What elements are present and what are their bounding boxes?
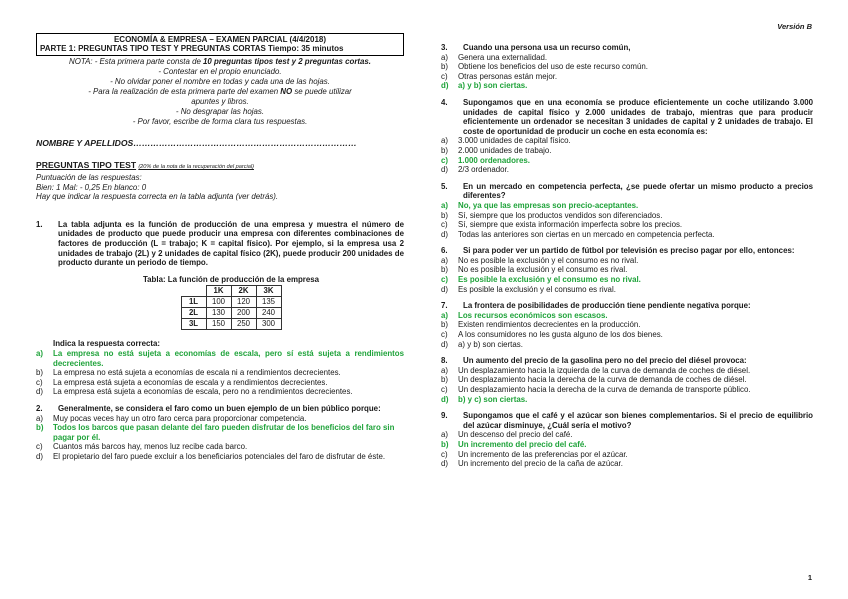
table-row — [181, 297, 281, 308]
option-c[interactable]: c) Cuantos más barcos hay, menos luz recibe cada barco. — [36, 442, 248, 452]
option-d[interactable]: d) Es posible la exclusión y el consumo es rival. — [441, 284, 616, 294]
option-a[interactable]: a) Muy pocas veces hay un otro faro cerca para proporcionar competencia. — [36, 413, 307, 423]
page-number: 1 — [807, 573, 812, 582]
question-text: La tabla adjunta es la función de producción de una empresa y muestra el número de unidades de producto que puede producir una empresa con diferentes combinaciones de factores de producción (L = trabajo; K = capital físico). Por ejemplo, si la empresa usa 2 unidades de trabajo (2L) y 2 unidades de capital físico (2K), puede producir 200 unidades de producto durante un periodo de tiempo. — [58, 219, 404, 268]
table-cell: 135 — [256, 297, 281, 308]
question-number: 9. — [441, 411, 448, 421]
test-section — [36, 161, 404, 201]
option-a[interactable]: a) 3.000 unidades de capital físico. — [441, 136, 571, 146]
note-5: - No desgrapar las hojas. — [175, 106, 265, 116]
option-a[interactable]: a) Un descenso del precio del café. — [441, 430, 573, 440]
table-row — [181, 319, 281, 330]
version-label: Versión B — [777, 22, 812, 31]
table-cell: 100 — [206, 297, 231, 308]
option-a[interactable]: a) La empresa no está sujeta a economías de escala, pero sí está sujeta a rendimientos decrecientes. — [36, 348, 404, 368]
table-col-header: 2K — [231, 286, 256, 297]
question-number: 4. — [441, 97, 448, 107]
table-cell: 130 — [206, 308, 231, 319]
option-b[interactable]: b) Obtiene los beneficios del uso de este recurso común. — [441, 62, 648, 72]
option-d[interactable]: d) La empresa está sujeta a economías de escala, pero no a rendimientos decrecientes. — [36, 387, 353, 397]
option-d[interactable]: d) b) y c) son ciertas. — [441, 394, 528, 404]
question-number: 1. — [36, 219, 43, 229]
option-a[interactable]: a) No es posible la exclusión y el consumo es no rival. — [441, 255, 639, 265]
option-d[interactable]: d) a) y b) son ciertas. — [441, 339, 523, 349]
question-9 — [441, 411, 813, 469]
question-1 — [36, 220, 404, 397]
question-text: La frontera de posibilidades de producción tiene pendiente negativa porque: — [463, 301, 751, 311]
note-4-cont: apuntes y libros. — [191, 96, 249, 106]
table-cell: 120 — [231, 297, 256, 308]
option-b[interactable]: b) Un incremento del precio del café. — [441, 439, 587, 449]
answer-instruction: Hay que indicar la respuesta correcta en la tabla adjunta (ver detrás). — [36, 192, 279, 202]
question-number: 5. — [441, 181, 448, 191]
option-b[interactable]: b) 2.000 unidades de trabajo. — [441, 145, 552, 155]
notes — [36, 57, 404, 127]
option-d[interactable]: d) El propietario del faro puede excluir a los beneficiarios potenciales del faro de disfrutar de éste. — [36, 451, 386, 461]
question-text: Generalmente, se considera el faro como un buen ejemplo de un bien público porque: — [58, 403, 381, 413]
exam-header — [36, 33, 404, 56]
scoring-values: Bien: 1 Mal: - 0,25 En blanco: 0 — [36, 182, 147, 192]
note-3: - No olvidar poner el nombre en todas y cada una de las hojas. — [110, 76, 330, 86]
note-6: - Por favor, escribe de forma clara tus respuestas. — [132, 116, 308, 126]
option-c[interactable]: c) Sí, siempre que exista información imperfecta sobre los precios. — [441, 220, 683, 230]
table-row-header: 3L — [181, 319, 206, 330]
option-c[interactable]: c) 1.000 ordenadores. — [441, 155, 530, 165]
table-row-header: 1L — [181, 297, 206, 308]
test-title-note: (20% de la nota de la recuperación del parcial) — [138, 164, 254, 171]
question-8 — [441, 356, 813, 404]
option-b[interactable]: b) No es posible la exclusión y el consumo es rival. — [441, 265, 628, 275]
question-2 — [36, 404, 404, 462]
option-d[interactable]: d) 2/3 ordenador. — [441, 165, 509, 175]
option-d[interactable]: d) Un incremento del precio de la caña de azúcar. — [441, 459, 623, 469]
test-title-row — [36, 161, 404, 173]
question-text: Un aumento del precio de la gasolina pero no del precio del diésel provoca: — [463, 356, 747, 366]
option-b[interactable]: b) Sí, siempre que los productos vendidos son diferenciados. — [441, 210, 663, 220]
note-4: - Para la realización de esta primera parte del examen NO se puede utilizar — [88, 86, 352, 96]
table-cell: 300 — [256, 319, 281, 330]
option-c[interactable]: c) A los consumidores no les gusta alguno de los dos bienes. — [441, 330, 663, 340]
question-text: Supongamos que en una economía se produce eficientemente un coche utilizando 3.000 unidades de capital físico y 2.000 unidades de trabajo, mientras que para producir eficientemente un ordenador se necesitan 3 unidades de capital y 2 unidades de trabajo. El coste de oportunidad de producir un coche en esta economía es: — [463, 97, 813, 136]
option-c[interactable]: c) Un desplazamiento hacia la derecha de la curva de demanda de transporte público. — [441, 385, 751, 394]
question-number: 6. — [441, 246, 448, 256]
left-column — [36, 33, 404, 461]
question-text: Si para poder ver un partido de fútbol por televisión es preciso pagar por ello, entonces: — [463, 246, 795, 256]
option-list — [36, 349, 404, 397]
question-number: 8. — [441, 356, 448, 366]
note-2: - Contestar en el propio enunciado. — [158, 66, 282, 76]
question-number: 3. — [441, 43, 448, 52]
header-line-1: ECONOMÍA & EMPRESA – EXAMEN PARCIAL (4/4/2018) — [113, 35, 327, 44]
option-c[interactable]: c) Es posible la exclusión y el consumo es no rival. — [441, 275, 641, 285]
option-b[interactable]: b) Todos los barcos que pasan delante del faro pueden disfrutar de los beneficios del faro sin pagar por él. — [36, 423, 395, 442]
production-table — [181, 285, 282, 330]
question-4 — [441, 98, 813, 175]
header-line-2: PARTE 1: PREGUNTAS TIPO TEST Y PREGUNTAS CORTAS Tiempo: 35 minutos — [40, 44, 344, 54]
table-title: Tabla: La función de producción de la empresa — [142, 274, 320, 284]
question-text: Cuando una persona usa un recurso común, — [463, 43, 631, 52]
option-d[interactable]: d) a) y b) son ciertas. — [441, 81, 528, 91]
production-table-wrap — [36, 285, 404, 330]
option-a[interactable]: a) Genera una externalidad. — [441, 52, 548, 62]
table-col-header: 3K — [256, 286, 281, 297]
option-c[interactable]: c) La empresa está sujeta a economías de escala y a rendimientos decrecientes. — [36, 377, 328, 387]
table-cell: 150 — [206, 319, 231, 330]
option-c[interactable]: c) Otras personas están mejor. — [441, 71, 558, 81]
option-b[interactable]: b) La empresa no está sujeta a economías de escala ni a rendimientos decrecientes. — [36, 368, 341, 378]
test-title: PREGUNTAS TIPO TEST — [36, 160, 137, 171]
question-6 — [441, 246, 813, 294]
option-b[interactable]: b) Existen rendimientos decrecientes en la producción. — [441, 320, 641, 330]
right-column — [441, 43, 813, 469]
option-list — [36, 414, 404, 462]
option-d[interactable]: d) Todas las anteriores son ciertas en un mercado en competencia perfecta. — [441, 229, 715, 239]
option-a[interactable]: a) Los recursos económicos son escasos. — [441, 310, 608, 320]
question-7 — [441, 301, 813, 349]
option-a[interactable]: a) No, ya que las empresas son precio-aceptantes. — [441, 200, 639, 210]
scoring-label: Puntuación de las respuestas: — [36, 173, 142, 182]
question-5 — [441, 182, 813, 240]
table-row-header: 2L — [181, 308, 206, 319]
answer-prompt: Indica la respuesta correcta: — [53, 339, 161, 349]
table-row — [181, 308, 281, 319]
option-c[interactable]: c) Un incremento de las preferencias por el azúcar. — [441, 449, 628, 459]
question-text: Supongamos que el café y el azúcar son bienes complementarios. Si el precio de equilibrio del azúcar disminuye, ¿Cuál sería el motivo? — [463, 411, 813, 430]
table-cell: 240 — [256, 308, 281, 319]
table-cell: 250 — [231, 319, 256, 330]
table-col-header: 1K — [206, 286, 231, 297]
option-a[interactable]: a) Un desplazamiento hacia la izquierda de la curva de demanda de coches de diésel. — [441, 365, 751, 375]
question-text: En un mercado en competencia perfecta, ¿se puede ofertar un mismo producto a precios diferentes? — [463, 181, 813, 201]
table-cell: 200 — [231, 308, 256, 319]
question-3 — [441, 43, 813, 91]
question-number: 2. — [36, 403, 43, 413]
table-header-row — [181, 286, 281, 297]
option-b[interactable]: b) Un desplazamiento hacia la derecha de la curva de demanda de coches de diésel. — [441, 375, 747, 385]
note-1: NOTA: - Esta primera parte consta de 10 preguntas tipos test y 2 preguntas cortas. — [69, 56, 371, 66]
question-number: 7. — [441, 301, 448, 311]
name-field[interactable]: NOMBRE Y APELLIDOS…………………………………………………………………… — [36, 138, 357, 148]
